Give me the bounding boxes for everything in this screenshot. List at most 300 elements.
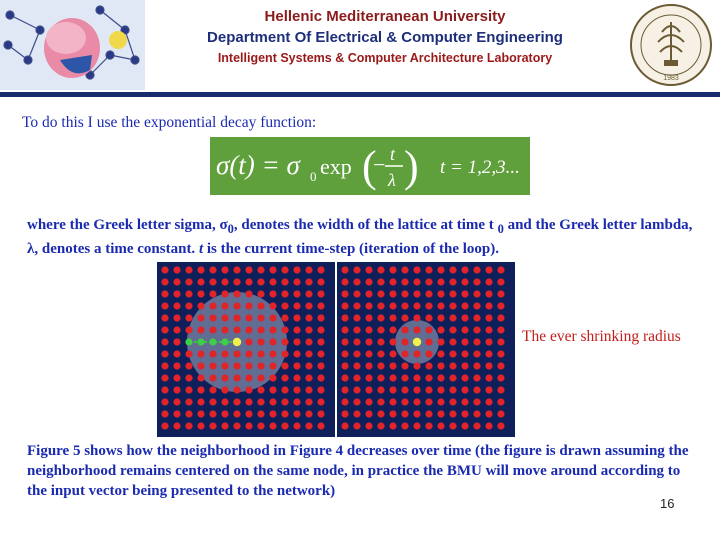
lab-name: Intelligent Systems & Computer Architecture Laboratory (217, 51, 553, 65)
lattice-node (281, 266, 288, 273)
lattice-node (245, 350, 252, 357)
lattice-node (413, 302, 420, 309)
decay-formula (210, 137, 530, 195)
lattice-node (317, 386, 324, 393)
lattice-node (425, 362, 432, 369)
lattice-node (425, 422, 432, 429)
lattice-node (473, 326, 480, 333)
lattice-node (437, 290, 444, 297)
lattice-node (209, 386, 216, 393)
lattice-node (437, 314, 444, 321)
lattice-node (269, 278, 276, 285)
lattice-node (377, 266, 384, 273)
lattice-node (485, 314, 492, 321)
lattice-node (389, 362, 396, 369)
lattice-node (317, 314, 324, 321)
lattice-node (473, 350, 480, 357)
lattice-node (413, 350, 420, 357)
lattice-node (197, 290, 204, 297)
lattice-node (293, 350, 300, 357)
lattice-node (473, 338, 480, 345)
lattice-node (365, 422, 372, 429)
lattice-node (437, 362, 444, 369)
lattice-node (461, 398, 468, 405)
svg-text:(: ( (362, 142, 377, 191)
lattice-node (221, 302, 228, 309)
lattice-node (173, 290, 180, 297)
lattice-node (389, 398, 396, 405)
lattice-node (305, 302, 312, 309)
lattice-node (245, 290, 252, 297)
lattice-node (185, 314, 192, 321)
lattice-node (461, 266, 468, 273)
lattice-node (413, 278, 420, 285)
lattice-node (293, 326, 300, 333)
lattice-node (497, 314, 504, 321)
lattice-node (257, 314, 264, 321)
lattice-node (293, 422, 300, 429)
lattice-node (317, 362, 324, 369)
lattice-node (257, 422, 264, 429)
lattice-node (365, 386, 372, 393)
lattice-node (401, 314, 408, 321)
lattice-node (233, 362, 240, 369)
lattice-node (497, 374, 504, 381)
lattice-node (245, 314, 252, 321)
lattice-node (269, 290, 276, 297)
lattice-node (233, 314, 240, 321)
lattice-node (497, 398, 504, 405)
lattice-node (221, 350, 228, 357)
intro-text: To do this I use the exponential decay function: (22, 114, 317, 131)
lattice-node (185, 266, 192, 273)
lattice-node (365, 290, 372, 297)
formula-denominator: λ (388, 170, 396, 190)
lattice-node (245, 386, 252, 393)
lattice-node (437, 374, 444, 381)
lattice-node (209, 326, 216, 333)
lattice-node (449, 422, 456, 429)
lattice-node (377, 326, 384, 333)
lattice-node (221, 314, 228, 321)
lattice-node (197, 314, 204, 321)
lattice-node (413, 422, 420, 429)
lattice-node (317, 338, 324, 345)
lattice-node (209, 266, 216, 273)
lattice-node (437, 410, 444, 417)
lattice-node (425, 314, 432, 321)
lattice-node (365, 314, 372, 321)
lattice-node (365, 350, 372, 357)
lattice-node (401, 362, 408, 369)
lattice-node (401, 302, 408, 309)
lattice-node (245, 278, 252, 285)
lattice-node (389, 422, 396, 429)
lattice-node (449, 386, 456, 393)
university-name: Hellenic Mediterranean University (264, 8, 506, 25)
lattice-node (497, 422, 504, 429)
lattice-node (281, 278, 288, 285)
lattice-node (473, 362, 480, 369)
lattice-node (413, 362, 420, 369)
lattice-node (473, 422, 480, 429)
lattice-node (317, 374, 324, 381)
lattice-node (317, 266, 324, 273)
lattice-node (293, 314, 300, 321)
lattice-node (485, 410, 492, 417)
university-seal-icon (622, 0, 720, 90)
lattice-node (461, 302, 468, 309)
lattice-node (269, 302, 276, 309)
lattice-node (461, 422, 468, 429)
lattice-node (341, 386, 348, 393)
lattice-node (245, 410, 252, 417)
lattice-node (485, 350, 492, 357)
lattice-node (305, 266, 312, 273)
lattice-node (377, 362, 384, 369)
lattice-node (281, 422, 288, 429)
lattice-node (305, 350, 312, 357)
lattice-node (185, 386, 192, 393)
lattice-node (341, 290, 348, 297)
lattice-node (461, 290, 468, 297)
lattice-node (389, 374, 396, 381)
radius-caption: The ever shrinking radius (522, 328, 681, 345)
lattice-node (497, 338, 504, 345)
lattice-node (341, 374, 348, 381)
lattice-node (233, 278, 240, 285)
lattice-node (269, 350, 276, 357)
lattice-node (257, 374, 264, 381)
lattice-node (353, 374, 360, 381)
lattice-node (305, 290, 312, 297)
lattice-node (269, 362, 276, 369)
formula-exp: exp (320, 154, 352, 179)
lattice-node (305, 374, 312, 381)
lattice-node (485, 338, 492, 345)
lattice-node (233, 410, 240, 417)
lattice-node (461, 326, 468, 333)
lattice-node (413, 386, 420, 393)
lattice-node (377, 398, 384, 405)
lattice-node (233, 302, 240, 309)
lattice-node (485, 362, 492, 369)
header-divider (0, 92, 720, 97)
lab-logo-icon (0, 0, 145, 90)
lattice-node (485, 266, 492, 273)
lattice-node (341, 350, 348, 357)
lattice-node (473, 410, 480, 417)
lattice-node (305, 362, 312, 369)
lattice-node (197, 302, 204, 309)
lattice-node (473, 374, 480, 381)
lattice-node (473, 266, 480, 273)
lattice-node (293, 386, 300, 393)
lattice-node (377, 278, 384, 285)
lattice-node (281, 302, 288, 309)
lattice-node (449, 290, 456, 297)
bmu-node (413, 338, 421, 346)
lattice-node (293, 266, 300, 273)
lattice-node (341, 398, 348, 405)
lattice-node (185, 410, 192, 417)
lattice-node (353, 314, 360, 321)
lattice-node (281, 326, 288, 333)
lattice-node (317, 410, 324, 417)
lattice-node (161, 290, 168, 297)
lattice-node (473, 398, 480, 405)
lattice-node (461, 314, 468, 321)
lattice-node (257, 290, 264, 297)
lattice-node (377, 422, 384, 429)
lattice-node (413, 290, 420, 297)
lattice-node (197, 362, 204, 369)
lattice-node (425, 302, 432, 309)
svg-text:1983: 1983 (663, 75, 679, 82)
lattice-node (473, 386, 480, 393)
lattice-node (353, 326, 360, 333)
lattice-node (389, 326, 396, 333)
lattice-node (449, 374, 456, 381)
lattice-node (269, 410, 276, 417)
lattice-node (461, 386, 468, 393)
lattice-node (401, 386, 408, 393)
lattice-node (197, 386, 204, 393)
lattice-node (305, 278, 312, 285)
lattice-node (365, 326, 372, 333)
lattice-node (365, 278, 372, 285)
lattice-node (449, 398, 456, 405)
lattice-node (161, 398, 168, 405)
lattice-node (437, 422, 444, 429)
lattice-node (401, 278, 408, 285)
lattice-node (317, 278, 324, 285)
lattice-node (497, 278, 504, 285)
lattice-node (281, 386, 288, 393)
lattice-node (341, 410, 348, 417)
lattice-node (209, 398, 216, 405)
lattice-node (473, 302, 480, 309)
lattice-node (233, 398, 240, 405)
lattice-node (173, 398, 180, 405)
lattice-node (221, 362, 228, 369)
lattice-node (437, 278, 444, 285)
lattice-node (221, 398, 228, 405)
lattice-node (161, 362, 168, 369)
lattice-node (245, 326, 252, 333)
lattice-node (461, 374, 468, 381)
lattice-node (317, 350, 324, 357)
lattice-node (173, 302, 180, 309)
formula-lhs-subscript: 0 (310, 169, 317, 184)
lattice-node (209, 374, 216, 381)
lattice-node (413, 398, 420, 405)
lattice-node (209, 350, 216, 357)
lattice-node (161, 302, 168, 309)
lattice-node (305, 314, 312, 321)
radius-node (185, 338, 192, 345)
lattice-node (377, 386, 384, 393)
lattice-node (389, 314, 396, 321)
lattice-node (353, 398, 360, 405)
lattice-node (425, 278, 432, 285)
lattice-node (401, 374, 408, 381)
lattice-node (233, 266, 240, 273)
lattice-node (245, 422, 252, 429)
lattice-node (305, 398, 312, 405)
radius-node (197, 338, 204, 345)
lattice-node (305, 338, 312, 345)
lattice-node (485, 374, 492, 381)
lattice-node (173, 422, 180, 429)
lattice-node (209, 302, 216, 309)
lattice-node (293, 290, 300, 297)
lattice-node (257, 386, 264, 393)
lattice-node (461, 410, 468, 417)
lattice-node (161, 326, 168, 333)
lattice-node (365, 410, 372, 417)
lattice-node (365, 398, 372, 405)
lattice-node (197, 422, 204, 429)
radius-node (209, 338, 216, 345)
lattice-node (401, 266, 408, 273)
lattice-node (161, 278, 168, 285)
lattice-node (461, 338, 468, 345)
lattice-node (425, 398, 432, 405)
lattice-node (185, 398, 192, 405)
lattice-node (449, 410, 456, 417)
lattice-node (353, 338, 360, 345)
lattice-node (197, 326, 204, 333)
radius-node (221, 338, 228, 345)
lattice-node (425, 374, 432, 381)
lattice-node (257, 362, 264, 369)
lattice-node (173, 362, 180, 369)
lattice-node (221, 266, 228, 273)
lattice-node (377, 290, 384, 297)
page-number: 16 (660, 496, 675, 511)
lattice-node (353, 386, 360, 393)
lattice-node (437, 338, 444, 345)
lattice-node (185, 326, 192, 333)
lattice-node (497, 362, 504, 369)
lattice-node (317, 302, 324, 309)
lattice-node (161, 338, 168, 345)
lattice-node (497, 386, 504, 393)
lattice-node (269, 338, 276, 345)
lattice-node (293, 338, 300, 345)
lattice-node (341, 326, 348, 333)
lattice-node (353, 362, 360, 369)
lattice-node (281, 374, 288, 381)
lattice-node (269, 314, 276, 321)
lattice-node (485, 386, 492, 393)
lattice-node (485, 302, 492, 309)
lattice-node (485, 326, 492, 333)
lattice-node (389, 410, 396, 417)
lattice-node (173, 278, 180, 285)
lattice-node (389, 278, 396, 285)
lattice-small-radius (337, 262, 515, 437)
lattice-node (161, 374, 168, 381)
lattice-node (197, 374, 204, 381)
lattice-node (221, 326, 228, 333)
lattice-node (401, 350, 408, 357)
lattice-node (437, 398, 444, 405)
lattice-node (449, 338, 456, 345)
lattice-node (269, 326, 276, 333)
lattice-node (437, 266, 444, 273)
lattice-node (173, 386, 180, 393)
lattice-node (377, 350, 384, 357)
lattice-node (293, 398, 300, 405)
lattice-node (389, 290, 396, 297)
lattice-node (233, 350, 240, 357)
figure-description: Figure 5 shows how the neighborhood in Figure 4 decreases over time (the figure is drawn assuming the neighborhood remains centered on the same node, in practice the BMU will move around according to the input vector being presented to the network) (27, 443, 689, 499)
lattice-node (197, 410, 204, 417)
lattice-node (389, 266, 396, 273)
lattice-node (449, 350, 456, 357)
lattice-node (353, 350, 360, 357)
lattice-node (185, 302, 192, 309)
lattice-node (365, 302, 372, 309)
lattice-node (221, 290, 228, 297)
lattice-node (221, 410, 228, 417)
lattice-node (485, 422, 492, 429)
lattice-node (317, 326, 324, 333)
lattice-node (413, 314, 420, 321)
lattice-node (209, 314, 216, 321)
lattice-node (281, 410, 288, 417)
lattice-node (389, 302, 396, 309)
formula-condition: t = 1,2,3... (440, 157, 520, 178)
lattice-node (173, 374, 180, 381)
lattice-node (461, 350, 468, 357)
lattice-node (425, 290, 432, 297)
lattice-node (497, 302, 504, 309)
lattice-node (437, 326, 444, 333)
lattice-node (317, 290, 324, 297)
lattice-node (377, 314, 384, 321)
lattice-node (281, 398, 288, 405)
lattice-node (473, 278, 480, 285)
lattice-node (173, 410, 180, 417)
lattice-node (449, 278, 456, 285)
lattice-node (173, 266, 180, 273)
lattice-node (401, 338, 408, 345)
lattice-node (173, 326, 180, 333)
lattice-node (317, 422, 324, 429)
lattice-node (257, 410, 264, 417)
lattice-node (437, 386, 444, 393)
lattice-node (245, 362, 252, 369)
bmu-node (233, 338, 241, 346)
lattice-node (341, 422, 348, 429)
lattice-node (293, 410, 300, 417)
svg-text:−: − (373, 152, 386, 177)
lattice-node (257, 278, 264, 285)
lattice-node (449, 362, 456, 369)
lattice-node (425, 338, 432, 345)
lattice-node (377, 338, 384, 345)
formula-numerator: t (390, 144, 396, 164)
lattice-node (281, 314, 288, 321)
lattice-node (413, 410, 420, 417)
lattice-node (185, 362, 192, 369)
lattice-node (233, 326, 240, 333)
lattice-node (257, 398, 264, 405)
lattice-node (353, 422, 360, 429)
